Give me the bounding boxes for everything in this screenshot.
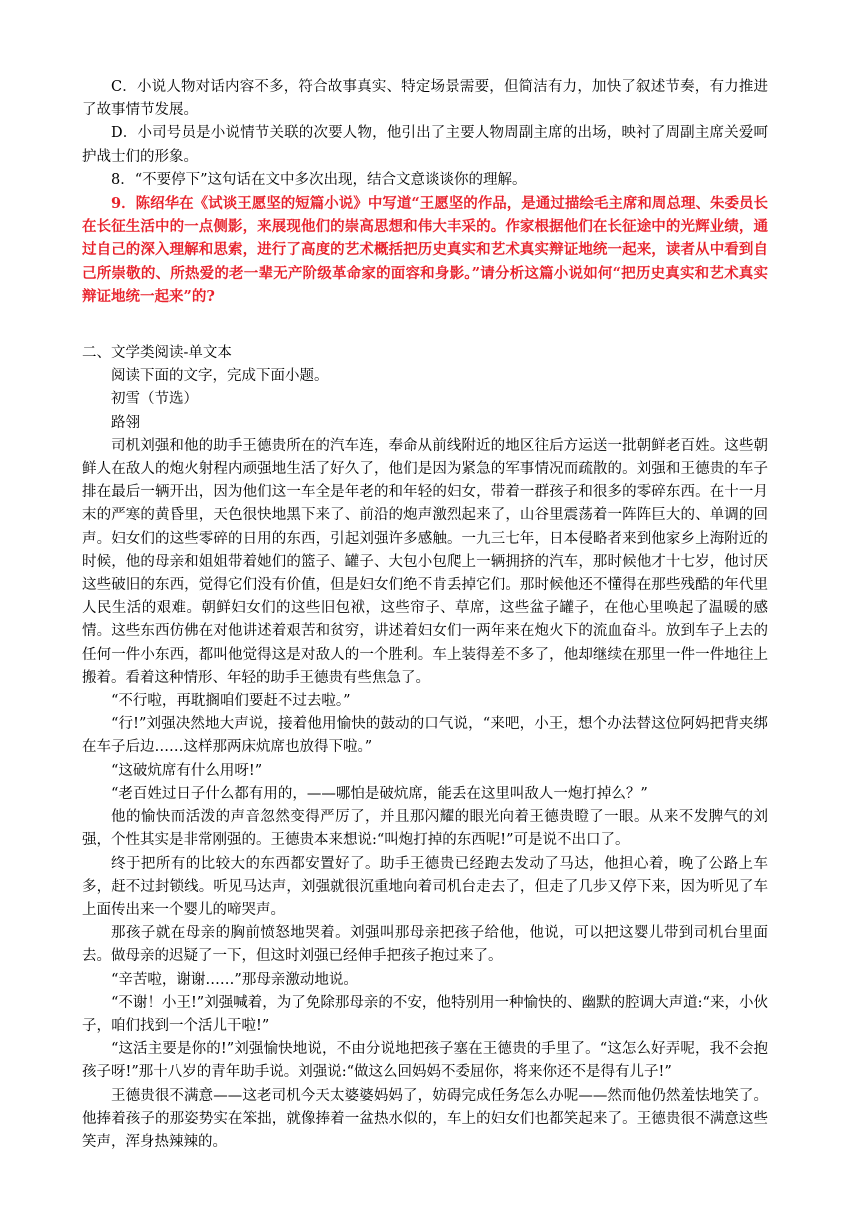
question-8: 8．“不要停下”这句话在文中多次出现，结合文意谈谈你的理解。 — [111, 171, 527, 188]
story-paragraph: “老百姓过日子什么都有用的，——哪怕是破炕席，能丢在这里叫敌人一炮打掉么？” — [111, 785, 648, 802]
story-paragraph: 王德贵很不满意——这老司机今天太婆婆妈妈了，妨碍完成任务怎么办呢——然而他仍然羞怯地笑了。他捧着孩子的那姿势实在笨拙，就像捧着一盆热水似的，车上的妇女们也都笑起来了。王德贵很不满意这些笑声，浑身热辣辣的。 — [82, 1087, 768, 1150]
story-paragraph: 终于把所有的比较大的东西都安置好了。助手王德贵已经跑去发动了马达，他担心着，晚了公路上车多，赶不过封锁线。听见马达声，刘强就很沉重地向着司机台走去了，但走了几步又停下来，因为听见了车上面传出来一个婴儿的啼哭声。 — [82, 855, 768, 918]
story-paragraph: 司机刘强和他的助手王德贵所在的汽车连，奉命从前线附近的地区往后方运送一批朝鲜老百姓。这些朝鲜人在敌人的炮火射程内顽强地生活了好久了，他们是因为紧急的军事情况而疏散的。刘强和王德贵的车子排在最后一辆开出，因为他们这一车全是年老的和年轻的妇女，带着一群孩子和很多的零碎东西。在十一月末的严寒的黄昏里，天色很快地黑下来了、前沿的炮声激烈起来了，山谷里震荡着一阵阵巨大的、单调的回声。妇女们的这些零碎的日用的东西，引起刘强许多感触。一九三七年，日本侵略者来到他家乡上海附近的时候，他的母亲和姐姐带着她们的篮子、罐子、大包小包爬上一辆拥挤的汽车，那时候他才十七岁，他讨厌这些破旧的东西，觉得它们没有价值，但是妇女们绝不肯丢掉它们。那时候他还不懂得在那些残酷的年代里人民生活的艰难。朝鲜妇女们的这些旧包袱，这些帘子、草席，这些盆子罐子，在他心里唤起了温暖的感情。这些东西仿佛在对他讲述着艰苦和贫穷，讲述着妇女们一两年来在炮火下的流血奋斗。放到车子上去的任何一件小东西，都叫他觉得这是对敌人的一个胜利。车上装得差不多了，他却继续在那里一件一件地往上搬着。看着这种情形、年轻的助手王德贵有些焦急了。 — [82, 437, 768, 686]
story-paragraph: “这活主要是你的!”刘强愉快地说，不由分说地把孩子塞在王德贵的手里了。“这怎么好弄呢，我不会抱孩子呀!”那十八岁的青年助手说。刘强说:“做这么回妈妈不委屈你，将来你还不是得有儿子!” — [82, 1041, 768, 1081]
story-paragraph: 那孩子就在母亲的胸前愤怒地哭着。刘强叫那母亲把孩子给他，他说，可以把这婴儿带到司机台里面去。做母亲的迟疑了一下，但这时刘强已经伸手把孩子抱过来了。 — [82, 925, 768, 965]
spacer — [82, 308, 768, 342]
story-paragraph: “辛苦啦，谢谢……”那母亲激动地说。 — [111, 971, 358, 988]
author: 路翎 — [111, 414, 140, 431]
question-9: 9．陈绍华在《试谈王愿坚的短篇小说》中写道“王愿坚的作品，是通过描绘毛主席和周总理、朱委员长在长征生活中的一点侧影，来展现他们的崇高思想和伟大丰采的。作家根据他们在长征途中的光辉业绩，通过自己的深入理解和思索，进行了高度的艺术概括把历史真实和艺术真实辩证地统一起来，读者从中看到自己所崇敬的、所热爱的老一辈无产阶级革命家的面容和身影。”请分析这篇小说如何“把历史真实和艺术真实辩证地统一起来”的? — [82, 195, 768, 305]
story-paragraph: “不行啦，再耽搁咱们要赶不过去啦。” — [111, 693, 351, 710]
section-title: 二、文学类阅读-单文本 — [82, 345, 232, 362]
story-paragraph: “行!”刘强决然地大声说，接着他用愉快的鼓动的口气说，“来吧，小王，想个办法替这位阿妈把背夹绑在车子后边……这样那两床炕席也放得下啦。” — [82, 716, 768, 756]
story-paragraph: “不谢！小王!”刘强喊着，为了免除那母亲的不安，他特别用一种愉快的、幽默的腔调大声道:“来，小伙子，咱们找到一个活儿干啦!” — [82, 994, 768, 1034]
story-paragraph: “这破炕席有什么用呀!” — [111, 762, 263, 779]
story-title: 初雪（节选） — [111, 391, 198, 408]
option-c: C．小说人物对话内容不多，符合故事真实、特定场景需要，但简洁有力，加快了叙述节奏，有力推进了故事情节发展。 — [82, 79, 768, 119]
option-d: D．小司号员是小说情节关联的次要人物，他引出了主要人物周副主席的出场，映衬了周副主席关爱呵护战士们的形象。 — [82, 125, 768, 165]
story-paragraph: 他的愉快而活泼的声音忽然变得严厉了，并且那闪耀的眼光向着王德贵瞪了一眼。从来不发脾气的刘强，个性其实是非常刚强的。王德贵本来想说:“叫炮打掉的东西呢!”可是说不出口了。 — [82, 809, 768, 849]
instruction: 阅读下面的文字，完成下面小题。 — [111, 368, 329, 385]
